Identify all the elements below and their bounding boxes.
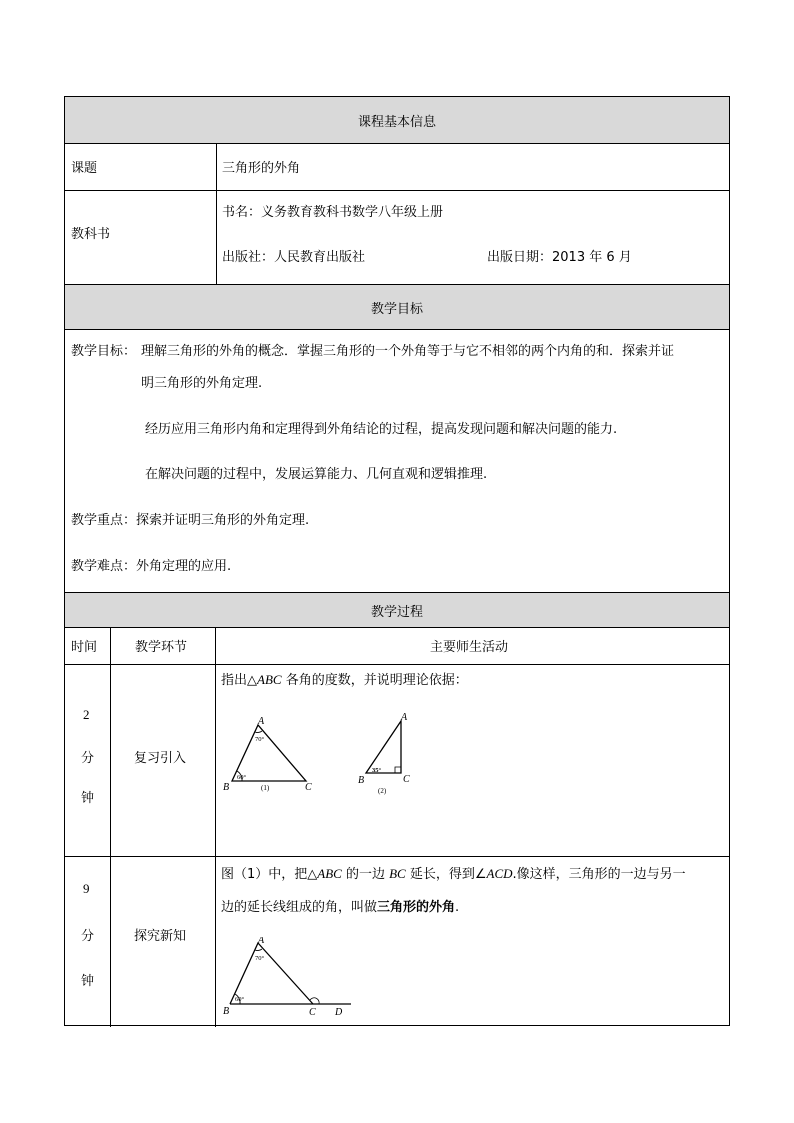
svg-text:60°: 60° <box>237 774 247 781</box>
objective-2: 经历应用三角形内角和定理得到外角结论的过程，提高发现问题和解决问题的能力. <box>145 422 618 437</box>
publisher: 出版社：人民教育出版社 <box>222 250 366 265</box>
topic-value: 三角形的外角 <box>222 161 301 176</box>
row2-line1: 图（1）中，把△ABC 的一边 BC 延长，得到∠ACD.像这样，三角形的一边与另一 <box>221 866 686 882</box>
col-activity: 主要师生活动 <box>430 640 509 655</box>
lesson-plan-table <box>64 96 730 1026</box>
exterior-angle-figure <box>220 937 360 1019</box>
row1-time-unit-1: 分 <box>81 751 95 766</box>
row1-activity: 指出△ABC 各角的度数，并说明理论依据： <box>221 672 468 688</box>
row1-time-num: 2 <box>83 707 90 722</box>
objective-3: 在解决问题的过程中，发展运算能力、几何直观和逻辑推理. <box>145 467 488 482</box>
svg-text:60°: 60° <box>235 996 245 1003</box>
col-stage: 教学环节 <box>135 640 188 655</box>
svg-text:70°: 70° <box>255 736 265 743</box>
objective-1a: 理解三角形的外角的概念．掌握三角形的一个外角等于与它不相邻的两个内角的和．探索并证 <box>141 344 675 359</box>
topic-label: 课题 <box>71 161 98 176</box>
difficulty: 教学难点：外角定理的应用. <box>71 559 232 574</box>
publish-date: 出版日期：2013 年 6 月 <box>487 250 632 265</box>
process-header <box>65 592 729 627</box>
svg-text:B: B <box>223 1006 230 1017</box>
row2-time-num: 9 <box>83 881 90 896</box>
goals-header <box>65 284 729 329</box>
key-point: 教学重点：探索并证明三角形的外角定理. <box>71 513 310 528</box>
svg-text:A: A <box>258 937 265 946</box>
process-row-review <box>65 664 729 856</box>
svg-text:(2): (2) <box>378 787 387 795</box>
row1-time-unit-2: 钟 <box>81 791 95 806</box>
process-column-headers <box>65 627 729 664</box>
svg-text:B: B <box>223 782 230 793</box>
objective-1b: 明三角形的外角定理. <box>141 376 263 391</box>
svg-text:D: D <box>335 1007 343 1018</box>
triangle-figure-1 <box>232 725 306 781</box>
book-name: 书名：义务教育教科书数学八年级上册 <box>222 205 444 220</box>
term-exterior-angle: 三角形的外角 <box>377 900 456 915</box>
triangle-figures <box>220 713 420 803</box>
svg-text:70°: 70° <box>255 955 265 962</box>
row2-line2: 边的延长线组成的角，叫做三角形的外角. <box>221 900 460 915</box>
row1-stage: 复习引入 <box>134 751 187 766</box>
textbook-label: 教科书 <box>71 227 111 242</box>
svg-text:C: C <box>305 782 312 793</box>
svg-text:A: A <box>258 716 265 727</box>
row2-time-unit-2: 钟 <box>81 974 95 989</box>
row2-time-unit-1: 分 <box>81 929 95 944</box>
triangle-figure-2 <box>366 721 401 773</box>
svg-text:C: C <box>403 774 410 785</box>
row2-stage: 探究新知 <box>134 929 187 944</box>
goals-header-text: 教学目标 <box>370 301 423 317</box>
col-time: 时间 <box>71 640 98 655</box>
svg-text:B: B <box>358 775 365 786</box>
process-header-text: 教学过程 <box>370 604 423 620</box>
course-info-header-text: 课程基本信息 <box>357 114 436 130</box>
svg-text:C: C <box>309 1007 316 1018</box>
process-row-explore <box>65 856 729 1027</box>
goals-body <box>65 329 729 592</box>
svg-text:(1): (1) <box>261 784 270 792</box>
svg-text:A: A <box>401 713 408 723</box>
topic-row <box>65 143 729 190</box>
objective-label: 教学目标： <box>71 344 137 359</box>
textbook-row <box>65 190 729 284</box>
svg-text:35°: 35° <box>372 767 382 774</box>
course-info-header <box>65 97 729 143</box>
